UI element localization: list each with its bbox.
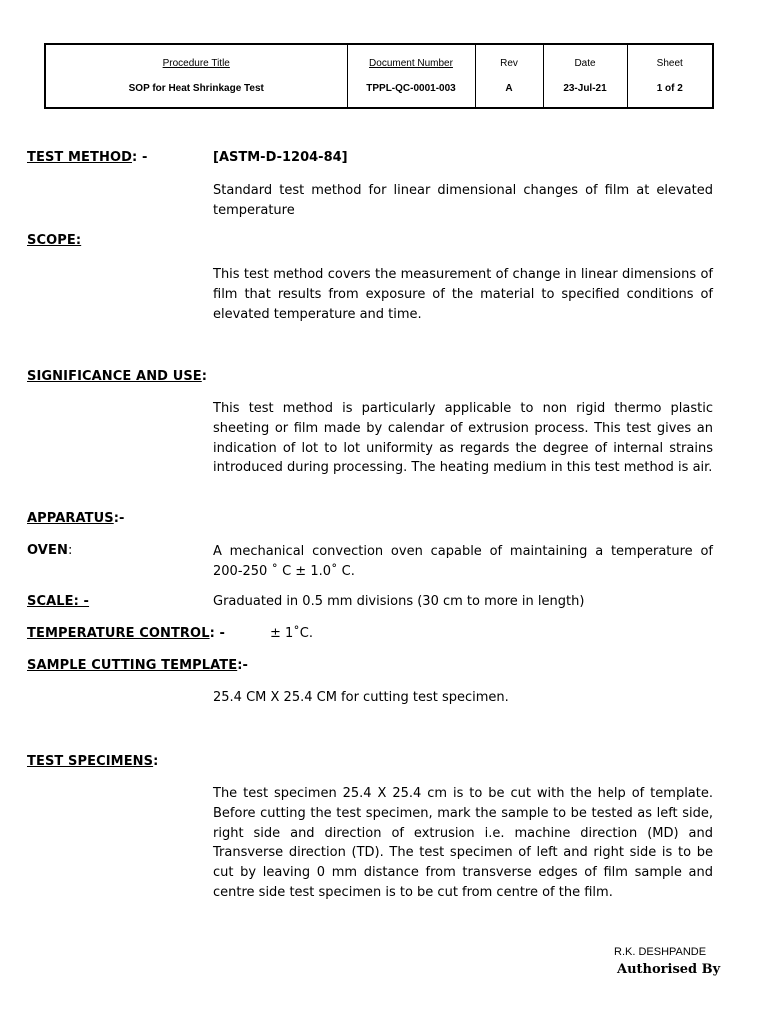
rev-value: A	[505, 83, 513, 94]
document-header-table	[44, 43, 714, 109]
test-method-description: Standard test method for linear dimensional changes of film at elevated temperature	[213, 183, 713, 218]
apparatus-heading: APPARATUS:-	[27, 511, 125, 526]
procedure-title-label: Procedure Title	[162, 58, 230, 69]
test-specimens-text: The test specimen 25.4 X 25.4 cm is to be cut with the help of template. Before cutting the test specimen, mark the sample to be tested as left side, right side and direction of extrusion i.e. machine direction (MD) and Transverse direction (TD). The test specimen of left and right side is to be cut by leaving 0 mm distance from transverse edges of film sample and centre side test specimen is to be cut from centre of the film.	[213, 786, 713, 900]
test-method-heading: TEST METHOD: -	[27, 150, 148, 165]
sample-template-heading: SAMPLE CUTTING TEMPLATE:-	[27, 658, 249, 673]
rev-label: Rev	[500, 58, 518, 69]
sample-template-text: 25.4 CM X 25.4 CM for cutting test specimen.	[213, 690, 509, 705]
significance-text: This test method is particularly applicable to non rigid thermo plastic sheeting or film made by calendar of extrusion process. This test gives an indication of lot to lot uniformity as regards the degree of internal strains introduced during processing. The heating medium in this test method is air.	[213, 401, 713, 476]
scale-text: Graduated in 0.5 mm divisions (30 cm to more in length)	[213, 594, 585, 609]
temperature-control-text: ± 1˚C.	[270, 626, 314, 641]
rev-cell	[475, 44, 543, 108]
signatory-name: R.K. DESHPANDE	[614, 946, 707, 958]
date-value: 23-Jul-21	[563, 83, 607, 94]
scope-heading: SCOPE:	[27, 233, 82, 248]
procedure-title-value: SOP for Heat Shrinkage Test	[128, 83, 264, 94]
sheet-label: Sheet	[656, 58, 683, 69]
scope-text: This test method covers the measurement of change in linear dimensions of film that results from exposure of the material to specified conditions of elevated temperature and time.	[213, 267, 713, 322]
document-number-cell	[347, 44, 475, 108]
signatory-role: Authorised By	[617, 962, 721, 977]
sheet-value: 1 of 2	[656, 83, 683, 94]
test-specimens-heading: TEST SPECIMENS:	[27, 754, 159, 769]
document-number-label: Document Number	[369, 58, 453, 69]
oven-text: A mechanical convection oven capable of maintaining a temperature of 200-250 ˚ C ± 1.0˚ C.	[213, 544, 713, 579]
sheet-cell	[627, 44, 713, 108]
date-label: Date	[574, 58, 596, 69]
procedure-title-cell	[45, 44, 347, 108]
test-method-code: [ASTM-D-1204-84]	[213, 150, 348, 165]
oven-heading: OVEN:	[27, 543, 73, 558]
date-cell	[543, 44, 627, 108]
document-number-value: TPPL-QC-0001-003	[366, 83, 456, 94]
temperature-control-heading: TEMPERATURE CONTROL: -	[27, 626, 226, 641]
scale-heading: SCALE: -	[27, 594, 90, 609]
significance-heading: SIGNIFICANCE AND USE:	[27, 369, 208, 384]
